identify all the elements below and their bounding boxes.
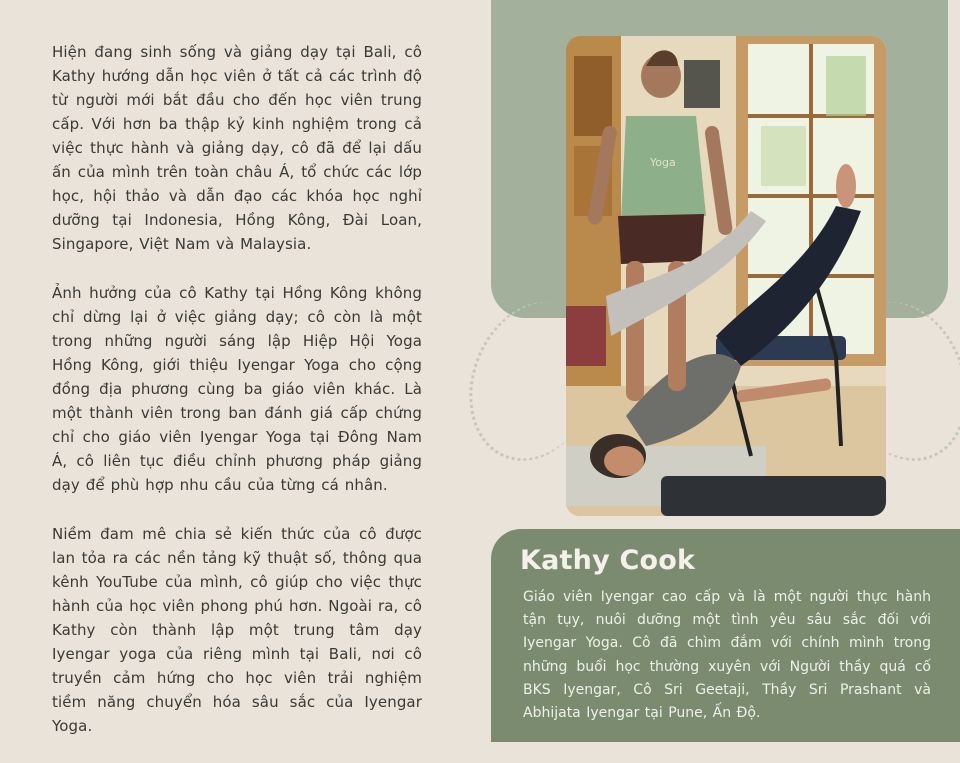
- teacher-bio-card: [491, 529, 960, 742]
- yoga-photo-illustration: [566, 36, 886, 516]
- bio-paragraph-3: Niềm đam mê chia sẻ kiến thức của cô được lan tỏa ra các nền tảng kỹ thuật số, thông qua kênh YouTube của mình, cô giúp cho việc thực hành của học viên phong phú hơn. Ngoài ra, cô Kathy còn thành lập một trung tâm dạy Iyengar yoga của riêng mình tại Bali, nơi cô truyền cảm hứng cho học viên trải nghiệm tiềm năng chuyển hóa sâu sắc của Iyengar Yoga.: [52, 525, 422, 735]
- shirt-logo-text: Yoga: [650, 156, 676, 169]
- bio-paragraph-2: Ảnh hưởng của cô Kathy tại Hồng Kông không chỉ dừng lại ở việc giảng dạy; cô còn là một trong những người sáng lập Hiệp Hội Yoga Hồng Kông, giới thiệu Iyengar Yoga cho cộng đồng địa phương cùng ba giáo viên khác. Là một thành viên trong ban đánh giá cấp chứng chỉ cho giáo viên Iyengar Yoga tại Đông Nam Á, cô liên tục điều chỉnh phương pháp giảng dạy để phù hợp nhu cầu của từng cá nhân.: [52, 284, 422, 494]
- teacher-name: Kathy Cook: [520, 545, 696, 576]
- yoga-class-photo: [566, 36, 886, 516]
- bio-paragraph-1: Hiện đang sinh sống và giảng dạy tại Bali, cô Kathy hướng dẫn học viên ở tất cả các trình độ từ người mới bắt đầu cho đến học viên trung cấp. Với hơn ba thập kỷ kinh nghiệm trong cả việc thực hành và giảng dạy, cô đã để lại dấu ấn của mình trên toàn châu Á, tổ chức các lớp học, hội thảo và dẫn đạo các khóa học nghỉ dưỡng tại Indonesia, Hồng Kông, Đài Loan, Singapore, Việt Nam và Malaysia.: [52, 43, 422, 253]
- biography-column: [52, 40, 422, 763]
- teacher-bio-text: Giáo viên Iyengar cao cấp và là một người thực hành tận tụy, nuôi dưỡng một tình yêu sâu sắc đối với Iyengar Yoga. Cô đã chìm đắm với chính mình trong những buổi học thường xuyên với Người thầy quá cố BKS Iyengar, Cô Sri Geetaji, Thầy Sri Prashant và Abhijata Iyengar tại Pune, Ấn Độ.: [523, 589, 931, 722]
